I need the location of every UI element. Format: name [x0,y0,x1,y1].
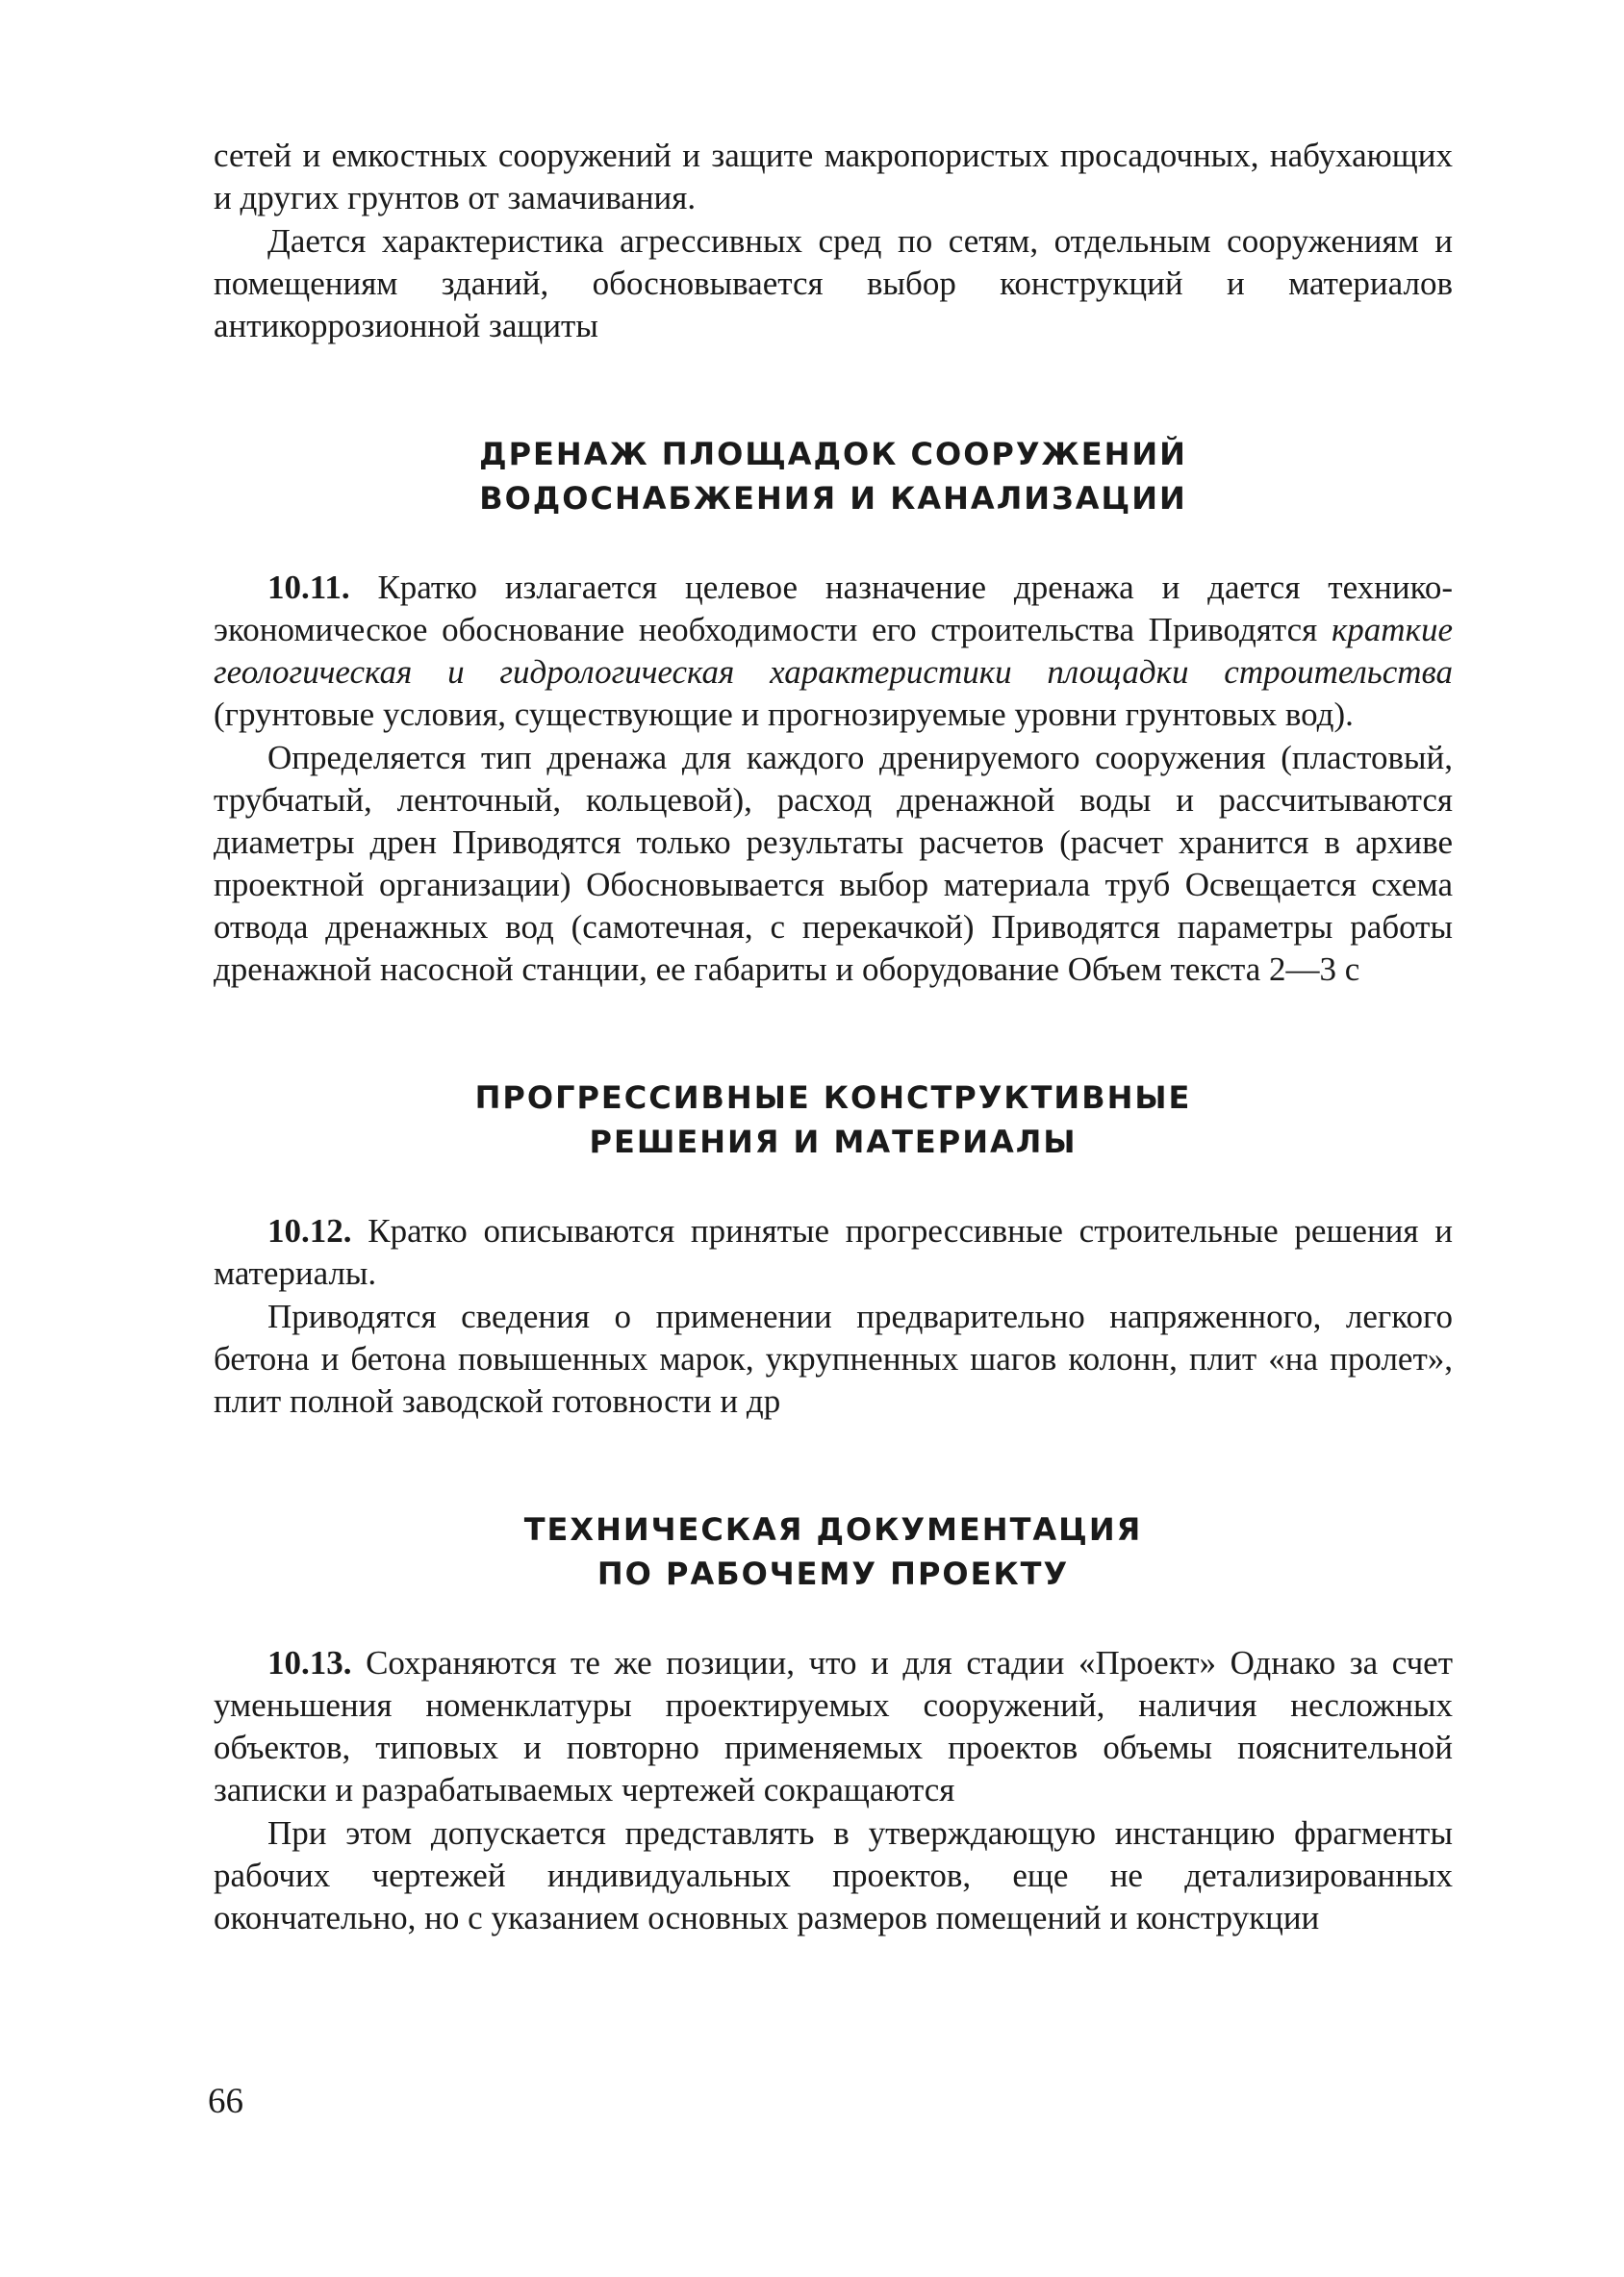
section-heading-drainage [214,432,1453,520]
clause-number: 10.12. [267,1212,352,1250]
clause-10-13-paragraph-2: При этом допускается представлять в утверждающую инстанцию фрагменты рабочих чертежей индивидуальных проектов, еще не детализированных окончательно, но с указанием основных размеров помещений и конструкции [214,1814,1453,1936]
intro-paragraph-1: сетей и емкостных сооружений и защите макропористых просадочных, набухающих и других грунтов от замачивания. [214,137,1453,216]
clause-number: 10.13. [267,1644,352,1682]
intro-paragraph-2: Дается характеристика агрессивных сред по сетям, отдельным сооружениям и помещениям зданий, обосновывается выбор конструкций и материалов антикоррозионной защиты [214,222,1453,344]
section-heading-documentation [214,1507,1453,1596]
section-heading-progressive [214,1075,1453,1164]
clause-text: Кратко излагается целевое назначение дренажа и дается технико-экономическое обоснование необходимости его строительства Приводятся [214,569,1453,648]
clause-10-12-paragraph-2: Приводятся сведения о применении предварительно напряженного, легкого бетона и бетона повышенных марок, укрупненных шагов колонн, плит «на пролет», плит полной заводской готовности и др [214,1298,1453,1420]
clause-text: Кратко описываются принятые прогрессивные строительные решения и материалы. [214,1212,1453,1292]
heading-line: ТЕХНИЧЕСКАЯ ДОКУМЕНТАЦИЯ [523,1511,1143,1548]
page-body [214,135,1453,1939]
heading-line: ДРЕНАЖ ПЛОЩАДОК СООРУЖЕНИЙ [479,436,1187,472]
heading-line: РЕШЕНИЯ И МАТЕРИАЛЫ [589,1124,1078,1160]
clause-10-11-paragraph-1 [214,567,1453,736]
clause-10-12-paragraph-1 [214,1210,1453,1295]
clause-10-11-paragraph-2: Определяется тип дренажа для каждого дренируемого сооружения (пластовый, трубчатый, ленточный, кольцевой), расход дренажной воды и рассчитываются диаметры дрен Приводятся только результаты расчетов (расчет хранится в архиве проектной организации) Обосновывается выбор материала труб Освещается схема отвода дренажных вод (самотечная, с перекачкой) Приводятся параметры работы дренажной насосной станции, ее габариты и оборудование Объем текста 2—3 с [214,739,1453,988]
heading-line: ПО РАБОЧЕМУ ПРОЕКТУ [596,1556,1070,1592]
clause-10-13-paragraph-1 [214,1642,1453,1811]
clause-text: (грунтовые условия, существующие и прогнозируемые уровни грунтовых вод). [214,696,1354,733]
heading-line: ПРОГРЕССИВНЫЕ КОНСТРУКТИВНЫЕ [474,1079,1192,1116]
clause-text: Сохраняются те же позиции, что и для стадии «Проект» Однако за счет уменьшения номенклатуры проектируемых сооружений, наличия несложных объектов, типовых и повторно применяемых проектов объемы пояснительной записки и разрабатываемых чертежей сокращаются [214,1644,1454,1809]
page-number: 66 [208,2082,243,2121]
clause-text-italic: краткие геологическая и гидрологическая характеристики площадки строительства [214,611,1453,691]
clause-number: 10.11. [267,569,350,606]
heading-line: ВОДОСНАБЖЕНИЯ И КАНАЛИЗАЦИИ [479,480,1187,517]
